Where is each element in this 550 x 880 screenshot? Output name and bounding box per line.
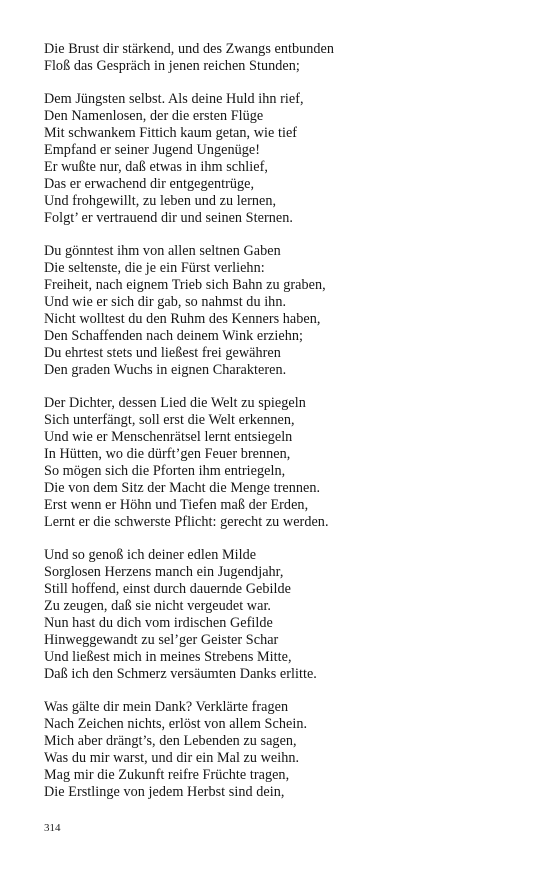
verse-line: Du ehrtest stets und ließest frei gewähren — [44, 345, 281, 361]
verse-line: Das er erwachend dir entgegentrüge, — [44, 176, 255, 192]
verse-line: Die Brust dir stärkend, und des Zwangs entbunden — [44, 41, 335, 57]
verse-line: Und ließest mich in meines Strebens Mitte, — [44, 649, 292, 665]
verse-line: Du gönntest ihm von allen seltnen Gaben — [44, 243, 281, 259]
verse-line: Zu zeugen, daß sie nicht vergeudet war. — [44, 598, 272, 614]
verse-line: Den Schaffenden nach deinem Wink erziehn; — [44, 328, 303, 344]
verse-line: Und wie er sich dir gab, so nahmst du ihn. — [44, 294, 287, 310]
verse-line: Sorglosen Herzens manch ein Jugendjahr, — [44, 564, 284, 580]
verse-line: Freiheit, nach eignem Trieb sich Bahn zu graben, — [44, 277, 326, 293]
verse-line: Und wie er Menschenrätsel lernt entsiegeln — [44, 429, 293, 445]
verse-line: Still hoffend, einst durch dauernde Gebilde — [44, 581, 291, 597]
verse-line: Daß ich den Schmerz versäumten Danks erlitte. — [44, 666, 317, 682]
verse-line: So mögen sich die Pforten ihm entriegeln, — [44, 463, 286, 479]
verse-line: Die Erstlinge von jedem Herbst sind dein, — [44, 784, 285, 800]
stanza-1 — [44, 41, 514, 75]
verse-line: Mich aber drängt’s, den Lebenden zu sagen, — [44, 733, 297, 749]
verse-line: Dem Jüngsten selbst. Als deine Huld ihn rief, — [44, 91, 304, 107]
verse-line: Mag mir die Zukunft reifre Früchte tragen, — [44, 767, 290, 783]
verse-line: Die seltenste, die je ein Fürst verliehn: — [44, 260, 265, 276]
stanza-6 — [44, 699, 514, 801]
verse-line: Die von dem Sitz der Macht die Menge trennen. — [44, 480, 321, 496]
verse-line: In Hütten, wo die dürft’gen Feuer brennen, — [44, 446, 291, 462]
verse-line: Folgt’ er vertrauend dir und seinen Sternen. — [44, 210, 293, 226]
page-number: 314 — [44, 822, 61, 834]
verse-line: Empfand er seiner Jugend Ungenüge! — [44, 142, 261, 158]
stanza-5 — [44, 547, 514, 683]
verse-line: Den Namenlosen, der die ersten Flüge — [44, 108, 264, 124]
verse-line: Nicht wolltest du den Ruhm des Kenners haben, — [44, 311, 321, 327]
verse-line: Der Dichter, dessen Lied die Welt zu spiegeln — [44, 395, 306, 411]
verse-line: Was gälte dir mein Dank? Verklärte fragen — [44, 699, 289, 715]
stanza-4 — [44, 395, 514, 531]
verse-line: Erst wenn er Höhn und Tiefen maß der Erden, — [44, 497, 309, 513]
verse-line: Nun hast du dich vom irdischen Gefilde — [44, 615, 273, 631]
verse-line: Und frohgewillt, zu leben und zu lernen, — [44, 193, 277, 209]
stanza-3 — [44, 243, 514, 379]
verse-line: Nach Zeichen nichts, erlöst von allem Schein. — [44, 716, 308, 732]
verse-line: Mit schwankem Fittich kaum getan, wie tief — [44, 125, 298, 141]
verse-line: Hinweggewandt zu sel’ger Geister Schar — [44, 632, 279, 648]
verse-line: Lernt er die schwerste Pflicht: gerecht zu werden. — [44, 514, 329, 530]
verse-line: Floß das Gespräch in jenen reichen Stunden; — [44, 58, 300, 74]
verse-line: Und so genoß ich deiner edlen Milde — [44, 547, 257, 563]
verse-line: Sich unterfängt, soll erst die Welt erkennen, — [44, 412, 295, 428]
verse-line: Den graden Wuchs in eignen Charakteren. — [44, 362, 287, 378]
stanza-2 — [44, 91, 514, 227]
verse-line: Er wußte nur, daß etwas in ihm schlief, — [44, 159, 268, 175]
poem-body — [44, 41, 514, 817]
verse-line: Was du mir warst, und dir ein Mal zu weihn. — [44, 750, 300, 766]
